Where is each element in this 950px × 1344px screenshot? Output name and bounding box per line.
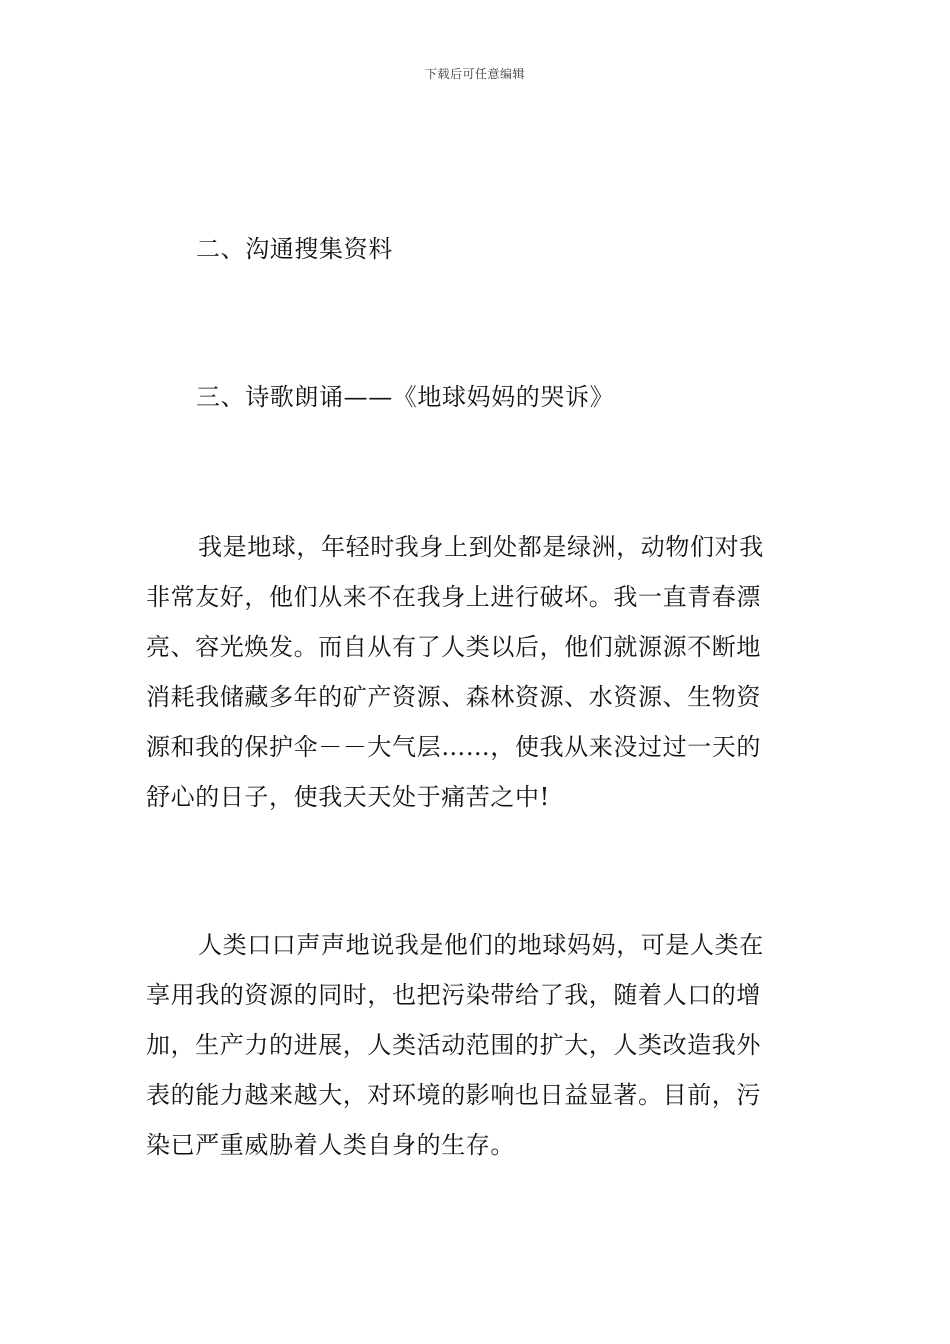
page-header-note: 下载后可任意编辑: [424, 67, 525, 81]
paragraph-line: 消耗我储藏多年的矿产资源、森林资源、水资源、生物资: [146, 683, 761, 711]
paragraph-line: 人类口口声声地说我是他们的地球妈妈，可是人类在: [198, 931, 764, 959]
section-heading-communication: 二、沟通搜集资料: [196, 235, 393, 263]
paragraph-line: 亮、容光焕发。而自从有了人类以后，他们就源源不断地: [146, 633, 761, 661]
paragraph-line: 非常友好，他们从来不在我身上进行破坏。我一直青春漂: [146, 583, 761, 611]
paragraph-line: 加，生产力的进展，人类活动范围的扩大，人类改造我外: [146, 1031, 761, 1059]
section-heading-poem-recitation: 三、诗歌朗诵——《地球妈妈的哭诉》: [196, 383, 615, 411]
paragraph-line: 表的能力越来越大，对环境的影响也日益显著。目前，污: [146, 1081, 761, 1109]
paragraph-line: 舒心的日子，使我天天处于痛苦之中!: [146, 783, 550, 811]
paragraph-line: 源和我的保护伞－－大气层……，使我从来没过过一天的: [146, 733, 761, 761]
paragraph-line: 我是地球，年轻时我身上到处都是绿洲，动物们对我: [198, 533, 764, 561]
poem-paragraph-1: [146, 528, 811, 828]
paragraph-line: 享用我的资源的同时，也把污染带给了我，随着人口的增: [146, 981, 761, 1009]
paragraph-line: 染已严重威胁着人类自身的生存。: [146, 1131, 515, 1159]
poem-paragraph-2: [146, 926, 811, 1176]
